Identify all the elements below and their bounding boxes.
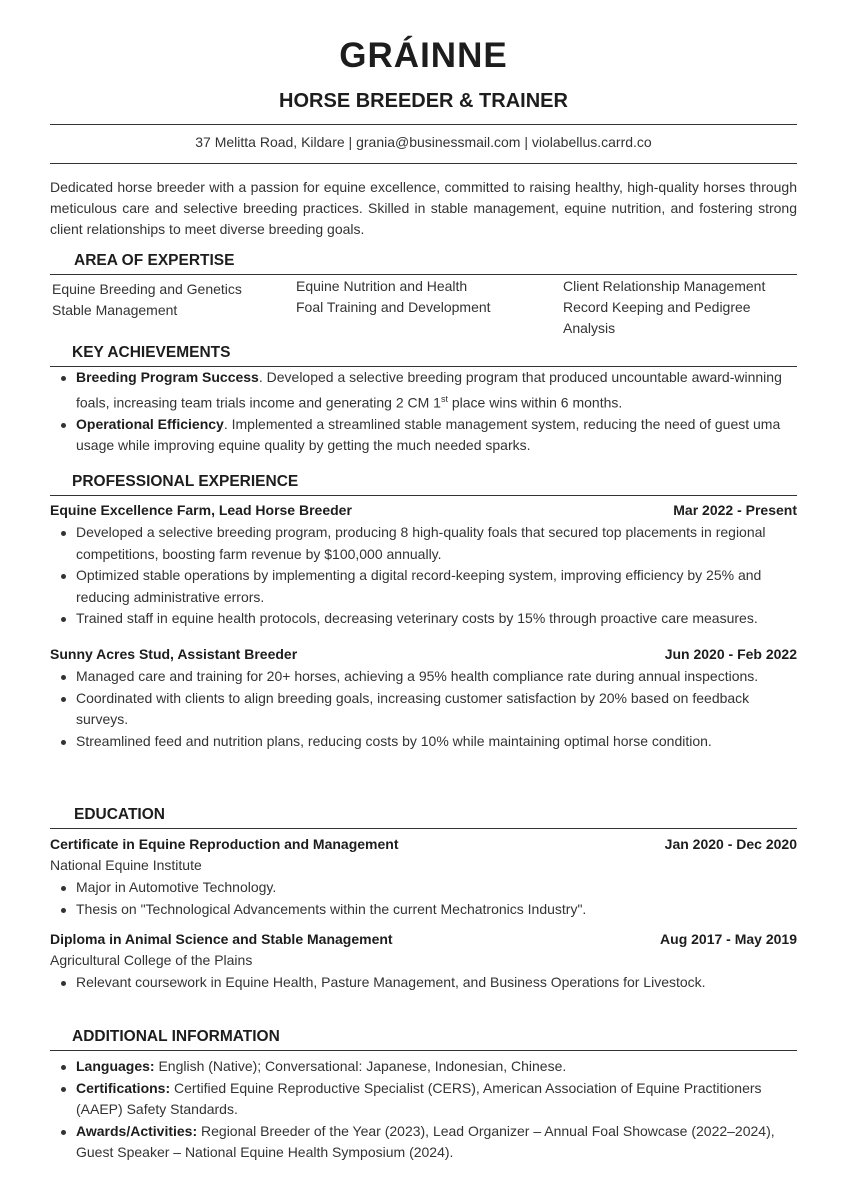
- achievement-item: Operational Efficiency. Implemented a streamlined stable management system, reducing the need of guest uma usage while improving equine quality by getting the much needed sparks.: [50, 414, 797, 457]
- additional-label: Awards/Activities:: [76, 1122, 198, 1139]
- expertise-column-2: [296, 276, 546, 318]
- job-bullet: Trained staff in equine health protocols, decreasing veterinary costs by 15% through proactive care measures.: [50, 608, 797, 630]
- section-rule-experience: [50, 495, 797, 496]
- education-bullet: Major in Automotive Technology.: [50, 877, 797, 899]
- education-heading: [50, 931, 797, 947]
- job-bullet: Streamlined feed and nutrition plans, reducing costs by 10% while maintaining optimal horse condition.: [50, 731, 797, 753]
- job-title: HORSE BREEDER & TRAINER: [279, 90, 568, 112]
- expertise-item: Foal Training and Development: [296, 299, 491, 315]
- job-dates: Jun 2020 - Feb 2022: [664, 646, 797, 662]
- expertise-item: Equine Breeding and Genetics: [52, 281, 242, 297]
- section-title-achievements: KEY ACHIEVEMENTS: [72, 344, 231, 361]
- expertise-column-1: [52, 279, 282, 321]
- expertise-item: Record Keeping and Pedigree Analysis: [563, 299, 751, 336]
- education-bullet: Thesis on "Technological Advancements within the current Mechatronics Industry".: [50, 899, 797, 921]
- job-title-company: Sunny Acres Stud, Assistant Breeder: [50, 646, 298, 662]
- section-rule-education: [50, 828, 797, 829]
- degree-title: Diploma in Animal Science and Stable Management: [50, 931, 393, 947]
- school-name: Agricultural College of the Plains: [50, 952, 253, 968]
- header-top-rule: [50, 124, 797, 125]
- expertise-column-3: [563, 276, 797, 339]
- school-name: National Equine Institute: [50, 857, 202, 873]
- job-heading: [50, 646, 797, 662]
- education-dates: Jan 2020 - Dec 2020: [664, 836, 797, 852]
- education-bullet: Relevant coursework in Equine Health, Pasture Management, and Business Operations for Livestock.: [50, 972, 750, 994]
- job-bullets: [50, 666, 797, 752]
- additional-item: Languages: English (Native); Conversational: Japanese, Indonesian, Chinese.: [50, 1056, 797, 1078]
- achievement-label: Breeding Program Success: [76, 369, 259, 385]
- candidate-name: GRÁINNE: [339, 36, 508, 75]
- additional-label: Languages:: [76, 1058, 155, 1074]
- job-bullet: Managed care and training for 20+ horses, achieving a 95% health compliance rate during annual inspections.: [50, 666, 797, 688]
- achievement-label: Operational Efficiency: [76, 415, 224, 432]
- section-rule-additional: [50, 1050, 797, 1051]
- expertise-item: Stable Management: [52, 302, 178, 318]
- section-rule-expertise: [50, 274, 797, 275]
- section-title-experience: PROFESSIONAL EXPERIENCE: [72, 473, 299, 490]
- degree-title: Certificate in Equine Reproduction and Management: [50, 836, 399, 852]
- expertise-item: Client Relationship Management: [563, 278, 766, 294]
- education-heading: [50, 836, 797, 852]
- summary-paragraph: Dedicated horse breeder with a passion for equine excellence, committed to raising healthy, high-quality horses through meticulous care and selective breeding practices. Skilled in stable management, equine nutrition, and fostering strong client relationships to meet diverse breeding goals.: [50, 179, 797, 237]
- job-bullet: Developed a selective breeding program, producing 8 high-quality foals that secured top placements in regional competitions, boosting farm revenue by $100,000 annually.: [50, 522, 797, 565]
- job-heading: [50, 502, 797, 518]
- education-bullets: [50, 877, 797, 920]
- job-title-company: Equine Excellence Farm, Lead Horse Breeder: [50, 502, 352, 518]
- header-bottom-rule: [50, 163, 797, 164]
- section-title-expertise: AREA OF EXPERTISE: [74, 252, 235, 269]
- additional-label: Certifications:: [76, 1079, 171, 1096]
- contact-line: 37 Melitta Road, Kildare | grania@businessmail.com | violabellus.carrd.co: [195, 134, 652, 150]
- job-dates: Mar 2022 - Present: [673, 502, 797, 518]
- section-title-additional: ADDITIONAL INFORMATION: [72, 1028, 280, 1045]
- section-title-education: EDUCATION: [74, 806, 165, 823]
- job-bullet: Optimized stable operations by implementing a digital record-keeping system, improving efficiency by 25% and reducing administrative errors.: [50, 565, 797, 608]
- education-bullets: [50, 972, 750, 994]
- additional-item: Certifications: Certified Equine Reproductive Specialist (CERS), American Association of Equine Practitioners (AAEP) Safety Standards.: [50, 1078, 797, 1121]
- job-bullets: [50, 522, 797, 630]
- achievements-list: [50, 367, 797, 457]
- achievement-item: Breeding Program Success. Developed a selective breeding program that produced uncountable award-winning foals, increasing team trials income and generating 2 CM 1st place wins within 6 months.: [50, 367, 797, 414]
- education-dates: Aug 2017 - May 2019: [660, 931, 797, 947]
- additional-list: [50, 1056, 797, 1164]
- resume-page: [50, 0, 797, 1200]
- additional-item: Awards/Activities: Regional Breeder of the Year (2023), Lead Organizer – Annual Foal Showcase (2022–2024), Guest Speaker – National Equine Health Symposium (2024).: [50, 1121, 797, 1164]
- job-bullet: Coordinated with clients to align breeding goals, increasing customer satisfaction by 20% based on feedback surveys.: [50, 688, 797, 731]
- expertise-item: Equine Nutrition and Health: [296, 278, 468, 294]
